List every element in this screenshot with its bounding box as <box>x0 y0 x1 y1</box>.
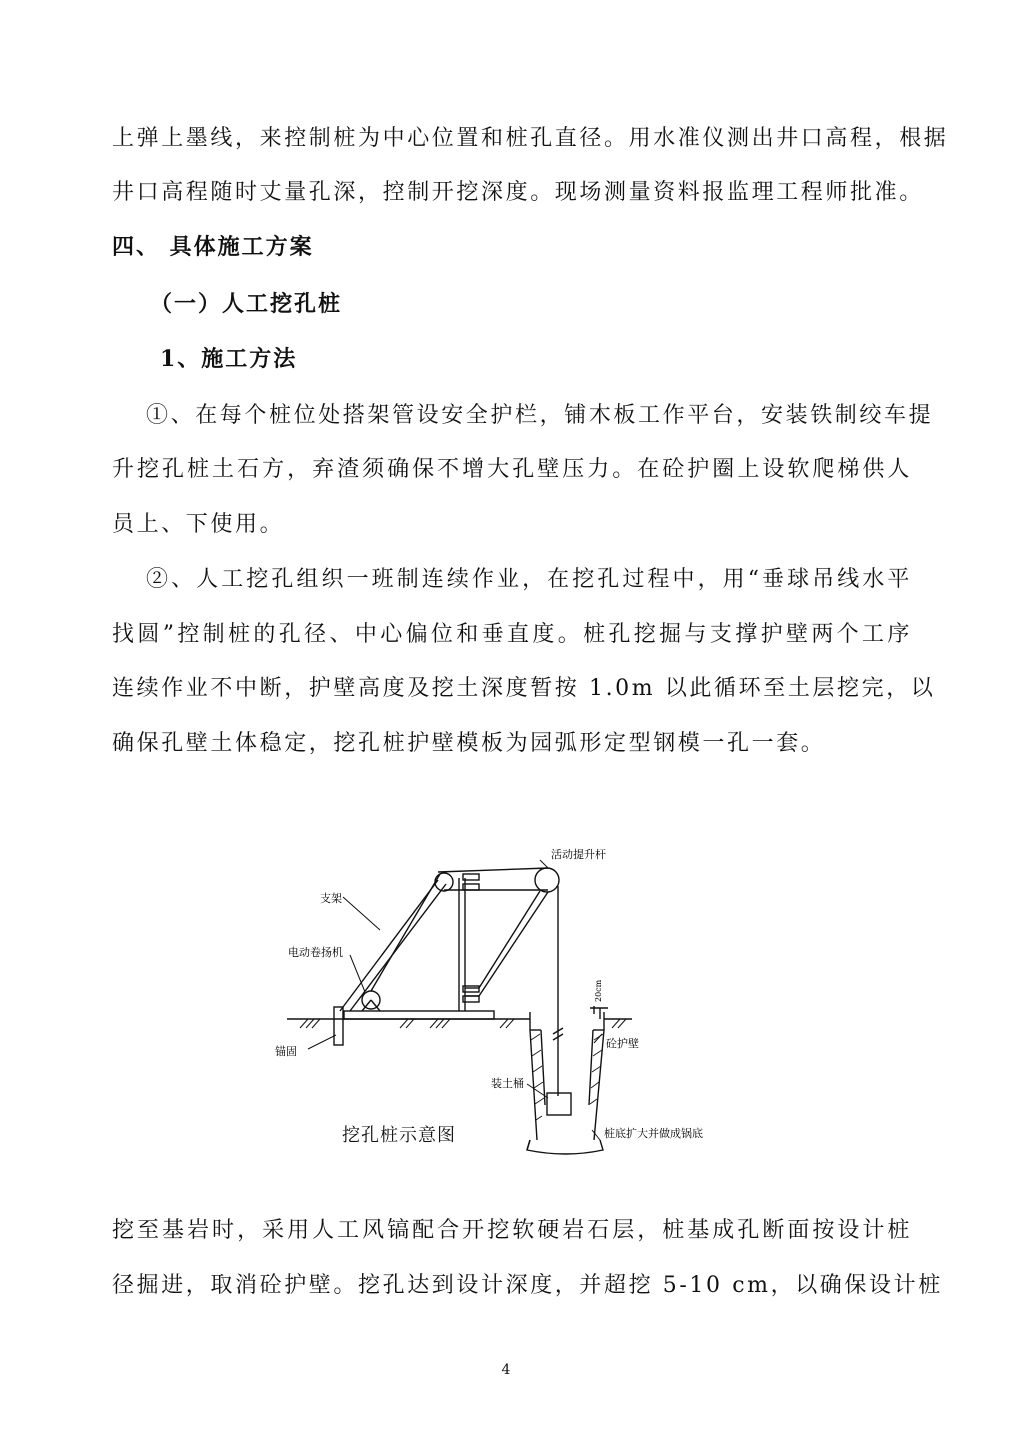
wall-right-outer <box>594 1012 604 1140</box>
item1-line2: 升挖孔桩土石方，弃渣须确保不增大孔壁压力。在砼护圈上设软爬梯供人 <box>112 457 912 482</box>
label-winch: 电动卷扬机 <box>288 946 343 959</box>
frame-diag-2 <box>350 884 446 1011</box>
lift-rod-2 <box>479 892 548 996</box>
sub-sub-heading: 1、施工方法 <box>160 346 298 372</box>
item2-line1: ②、人工挖孔组织一班制连续作业，在挖孔过程中，用“垂球吊线水平 <box>146 567 912 592</box>
section-heading: 四、 具体施工方案 <box>112 234 314 260</box>
label-bottom: 桩底扩大并做成锅底 <box>604 1127 703 1140</box>
sub-heading: （一）人工挖孔桩 <box>150 291 343 317</box>
label-lift-rod: 活动提升杆 <box>551 848 606 861</box>
item2-line3: 连续作业不中断，护壁高度及挖土深度暂按 1.0m 以此循环至土层挖完，以 <box>112 676 936 701</box>
pulley-right <box>535 868 559 892</box>
item1-line3: 员上、下使用。 <box>112 512 285 537</box>
paragraph3-line2: 径掘进，取消砼护壁。挖孔达到设计深度，并超挖 5-10 cm，以确保设计桩 <box>112 1273 943 1298</box>
label-anchor: 锚固 <box>275 1045 297 1058</box>
paragraph3-line1: 挖至基岩时，采用人工风镐配合开挖软硬岩石层，桩基成孔断面按设计桩 <box>112 1218 912 1243</box>
frame-diag-1 <box>340 880 438 1011</box>
label-dimension: 20cm <box>594 979 603 1002</box>
lift-rod-1 <box>479 891 540 988</box>
figure-caption: 挖孔桩示意图 <box>342 1125 456 1146</box>
label-frame: 支架 <box>320 892 342 905</box>
bucket <box>547 1093 571 1115</box>
anchor-post <box>334 1007 343 1045</box>
wall-left-outer <box>530 1012 537 1140</box>
item2-line2: 找圆”控制桩的孔径、中心偏位和垂直度。桩孔挖掘与支撑护壁两个工序 <box>112 622 912 647</box>
paragraph1-line2: 井口高程随时丈量孔深，控制开挖深度。现场测量资料报监理工程师批准。 <box>112 180 924 205</box>
pulley-left <box>435 873 453 891</box>
item2-line4: 确保孔壁土体稳定，挖孔桩护壁模板为园弧形定型钢模一孔一套。 <box>112 731 826 756</box>
rope-1 <box>371 874 440 991</box>
paragraph1-line1: 上弹上墨线，来控制桩为中心位置和桩孔直径。用水准仪测出井口高程，根据 <box>112 126 949 151</box>
page-number: 4 <box>501 1362 511 1378</box>
pile-bottom <box>527 1140 603 1154</box>
base-rail <box>344 1011 494 1019</box>
label-wall: 砼护壁 <box>606 1037 639 1050</box>
label-bucket: 装土桶 <box>491 1077 524 1090</box>
item1-line1: ①、在每个桩位处搭架管设安全护栏，铺木板工作平台，安装铁制绞车提 <box>146 403 934 428</box>
